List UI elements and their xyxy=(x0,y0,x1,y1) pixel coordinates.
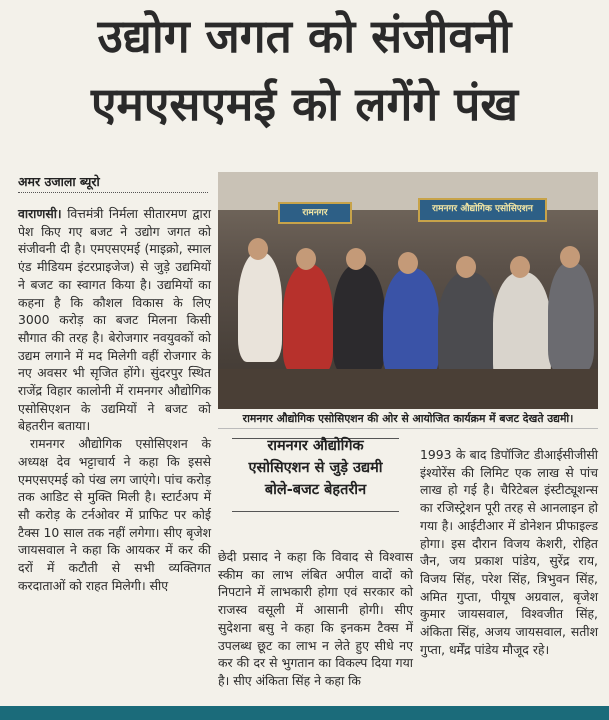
byline-divider xyxy=(18,192,208,193)
photo-person-head xyxy=(560,246,580,268)
subhead-bottom-rule xyxy=(232,511,399,512)
subhead xyxy=(218,435,413,501)
photo-person-head xyxy=(398,252,418,274)
headline-line-2: एमएसएमई को लगेंगे पंख xyxy=(90,77,519,131)
article-paragraph-1: वित्तमंत्री निर्मला सीतारमण द्वारा पेश किए गए बजट ने उद्योग जगत को संजीवनी दी है। एमएसएमई (माइक्रो, स्माल एंड मीडियम इंटरप्राइजेज) से जुड़े उद्यमियों ने बजट का स्वागत किया है। उद्यमियों का कहना है कि कौशल विकास के लिए 3000 करोड़ का बजट मिलना किसी सौगात की तरह है। बेरोजगार नवयुवकों को उद्यम लगाने में मद मिलेगी वहीं रोजगार के नए अवसर भी सृजित होंगे। सुंदरपुर स्थित राजेंद्र विहार कालोनी में रामनगर औद्योगिक एसोसिएशन के उद्यमियों ने बजट को बेहतरीन बताया। xyxy=(18,206,211,434)
byline: अमर उजाला ब्यूरो xyxy=(18,174,100,189)
article-column-right xyxy=(420,446,598,658)
photo-person xyxy=(283,264,333,374)
article-paragraph-3: छेदी प्रसाद ने कहा कि विवाद से विश्वास स्कीम का लाभ लंबित अपील वादों को निपटाने में लाभकारी होगा एवं सरकार को राजस्व वसूली में आसानी होगी। सीए सुदेशना बसु ने कहा कि इनकम टैक्स में उपलब्ध छूट का लाभ न लेते हुए सीधे नए कर की दर से भुगतान का विकल्प दिया गया है। सीए अंकिता सिंह ने कहा कि xyxy=(218,549,413,688)
event-photo xyxy=(218,172,598,409)
photo-person-head xyxy=(346,248,366,270)
subhead-line-2: एसोसिएशन से जुड़े उद्यमी xyxy=(248,460,383,476)
photo-person-head xyxy=(510,256,530,278)
article-paragraph-4: 1993 के बाद डिपॉजिट डीआईसीजीसी इंश्योरेंस की लिमिट एक लाख से पांच लाख हो गई है। चैरिटेबल इंस्टीट्यूशन्स का रजिस्ट्रेशन पूरी तरह से आनलाइन हो गया है। आईटीआर में डोनेशन प्रीफाइल्ड होगा। इस दौरान विजय केशरी, रोहित जैन, जय प्रकाश पांडेय, सुरेंद्र राय, विजय सिंह, परेश सिंह, त्रिभुवन सिंह, अमित गुप्ता, पीयूष अग्रवाल, बृजेश कुमार जायसवाल, विश्वजीत सिंह, अंकिता सिंह, अजय जायसवाल, सतीश गुप्ता, धर्मेंद्र पांडेय मौजूद रहे। xyxy=(420,447,598,657)
subhead-line-1: रामनगर औद्योगिक xyxy=(267,438,364,454)
article-column-middle xyxy=(218,548,413,690)
photo-banner-left: रामनगर xyxy=(278,202,352,224)
photo-person-head xyxy=(248,238,268,260)
photo-person xyxy=(383,268,439,378)
photo-banner-right: रामनगर औद्योगिक एसोसिएशन xyxy=(418,198,547,222)
photo-person-head xyxy=(296,248,316,270)
dateline: वाराणसी। xyxy=(18,206,62,221)
headline-line-1: उद्योग जगत को संजीवनी xyxy=(97,9,512,63)
subhead-line-3: बोले-बजट बेहतरीन xyxy=(264,482,367,498)
photo-caption: रामनगर औद्योगिक एसोसिएशन की ओर से आयोजित कार्यक्रम में बजट देखते उद्यमी। xyxy=(218,410,598,429)
photo-person-head xyxy=(456,256,476,278)
article-paragraph-2: रामनगर औद्योगिक एसोसिएशन के अध्यक्ष देव भट्टाचार्य ने कहा कि इससे एमएसएमई को पंख लग जाएंगे। पांच करोड़ तक आडिट से मुक्ति मिली है। स्टार्टअप में सौ करोड़ के टर्नओवर में प्राफिट पर कोई टैक्स 10 साल तक नहीं लगेगा। सीए बृजेश जायसवाल ने कहा कि आयकर में कर की दरों में कटौती से सभी व्यक्तिगत करदाताओं को राहत मिलेगी। सीए xyxy=(18,436,211,593)
article-column-left xyxy=(18,205,211,594)
photo-person xyxy=(548,262,594,372)
page-bottom-band xyxy=(0,706,609,720)
photo-person xyxy=(238,252,282,362)
photo-person xyxy=(333,264,385,374)
photo-person xyxy=(438,272,498,382)
photo-floor xyxy=(218,369,598,409)
